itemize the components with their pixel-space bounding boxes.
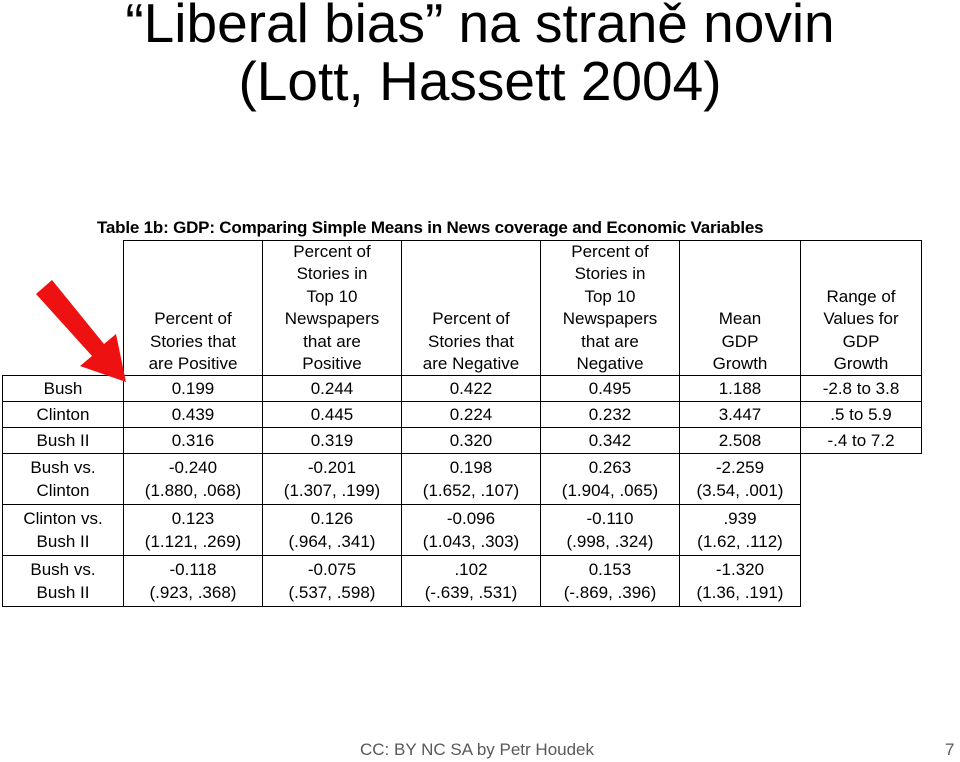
title-line-1: “Liberal bias” na straně novin [125, 0, 835, 54]
cell: 0.445 [263, 402, 402, 428]
cell: 1.188 [680, 376, 801, 402]
cell: 0.224 [402, 402, 541, 428]
table-row [3, 505, 922, 556]
table-row [3, 428, 922, 454]
row-label: Bush vs. Bush II [3, 556, 124, 607]
cell: 0.320 [402, 428, 541, 454]
row-label: Bush vs. Clinton [3, 454, 124, 505]
row-label: Bush II [3, 428, 124, 454]
empty-cell [801, 556, 922, 607]
cell: -1.320 (1.36, .191) [680, 556, 801, 607]
cell: 0.342 [541, 428, 680, 454]
table-caption: Table 1b: GDP: Comparing Simple Means in News coverage and Economic Variables [97, 218, 764, 237]
cell: 0.232 [541, 402, 680, 428]
cell: .939 (1.62, .112) [680, 505, 801, 556]
row-label: Clinton [3, 402, 124, 428]
cell: 2.508 [680, 428, 801, 454]
header-top10-positive: Percent of Stories in Top 10 Newspapers that are Positive [263, 241, 402, 376]
cell: -2.259 (3.54, .001) [680, 454, 801, 505]
slide-title [0, 0, 960, 110]
cell: 0.244 [263, 376, 402, 402]
cell: 0.198 (1.652, .107) [402, 454, 541, 505]
header-mean-gdp: Mean GDP Growth [680, 241, 801, 376]
header-row [3, 241, 922, 376]
cell: .102 (-.639, .531) [402, 556, 541, 607]
cell: 0.199 [124, 376, 263, 402]
cell: -0.096 (1.043, .303) [402, 505, 541, 556]
header-negative: Percent of Stories that are Negative [402, 241, 541, 376]
cell: 0.153 (-.869, .396) [541, 556, 680, 607]
row-label: Bush [3, 376, 124, 402]
cell: .5 to 5.9 [801, 402, 922, 428]
header-positive: Percent of Stories that are Positive [124, 241, 263, 376]
cell: 0.123 (1.121, .269) [124, 505, 263, 556]
page-number: 7 [945, 740, 955, 759]
cell: -.4 to 7.2 [801, 428, 922, 454]
cell: 0.439 [124, 402, 263, 428]
empty-cell [801, 454, 922, 505]
cell: -0.240 (1.880, .068) [124, 454, 263, 505]
footer-license: CC: BY NC SA by Petr Houdek [360, 740, 595, 759]
cell: -0.075 (.537, .598) [263, 556, 402, 607]
table-row [3, 402, 922, 428]
cell: 0.316 [124, 428, 263, 454]
header-range-gdp: Range of Values for GDP Growth [801, 241, 922, 376]
red-arrow-icon [36, 278, 130, 386]
cell: 3.447 [680, 402, 801, 428]
gdp-means-table [2, 240, 922, 607]
cell: -0.118 (.923, .368) [124, 556, 263, 607]
table-row [3, 454, 922, 505]
empty-cell [801, 505, 922, 556]
title-line-2: (Lott, Hassett 2004) [238, 50, 722, 112]
table-row [3, 376, 922, 402]
table-row [3, 556, 922, 607]
cell: 0.319 [263, 428, 402, 454]
cell: -0.201 (1.307, .199) [263, 454, 402, 505]
cell: 0.422 [402, 376, 541, 402]
row-label: Clinton vs. Bush II [3, 505, 124, 556]
cell: 0.126 (.964, .341) [263, 505, 402, 556]
cell: 0.263 (1.904, .065) [541, 454, 680, 505]
cell: -0.110 (.998, .324) [541, 505, 680, 556]
cell: 0.495 [541, 376, 680, 402]
header-top10-negative: Percent of Stories in Top 10 Newspapers that are Negative [541, 241, 680, 376]
cell: -2.8 to 3.8 [801, 376, 922, 402]
